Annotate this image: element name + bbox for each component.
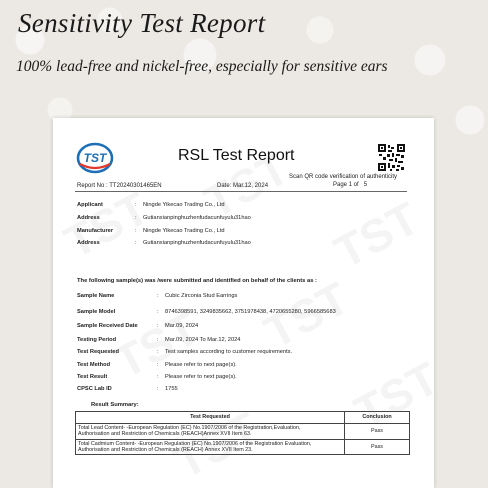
column-header-test: Test Requested	[76, 412, 345, 424]
sample-label: Test Requested	[77, 349, 119, 355]
sample-label: Test Method	[77, 362, 111, 368]
watermark	[255, 271, 357, 359]
separator: :	[157, 323, 159, 329]
test-text: Total Cadmium Content- -European Regulation (EC) No.1907/2006 of the Registration Evaluation,	[78, 440, 312, 447]
sample-value: 1755	[165, 386, 178, 392]
sample-label: Test Result	[77, 374, 108, 380]
table-header-row	[76, 412, 410, 424]
separator: :	[157, 293, 159, 299]
sample-value: Test samples according to customer requirements.	[165, 349, 293, 355]
separator: :	[157, 362, 159, 368]
qr-code-icon	[378, 144, 405, 171]
sample-label: Sample Name	[77, 293, 115, 299]
report-number: Report No : TT20240301465EN	[77, 183, 162, 189]
table-row	[76, 439, 410, 455]
page-indicator	[333, 182, 367, 188]
sample-value: Cubic Zirconia Stud Earrings	[165, 293, 238, 299]
separator: :	[157, 374, 159, 380]
watermark	[55, 181, 157, 269]
sample-value: Mar.09, 2024 To Mar.12, 2024	[165, 337, 241, 343]
party-value: Gutianxianpinghuzhenfudacunfuyulu31hao	[143, 240, 251, 246]
result-summary-label: Result Summary:	[91, 402, 139, 408]
sample-intro: The following sample(s) was /were submitted and identified on behalf of the clients as :	[77, 278, 317, 284]
report-title: RSL Test Report	[178, 147, 295, 164]
watermark	[325, 191, 427, 279]
party-value: Gutianxianpinghuzhenfudacunfuyulu31hao	[143, 215, 251, 221]
party-label: Applicant	[77, 202, 103, 208]
page-total: 5	[363, 182, 368, 188]
column-header-conclusion: Conclusion	[345, 412, 410, 424]
tst-logo-icon	[75, 142, 115, 174]
test-text: Authorisation and Restriction of Chemicals (REACH) Annex XVII Item 23.	[78, 446, 253, 453]
result-summary-table	[75, 411, 410, 455]
sample-value: Mar.09, 2024	[165, 323, 199, 329]
party-value: Ningde Yikecao Trading Co., Ltd	[143, 202, 225, 208]
party-label: Manufacturer	[77, 228, 114, 234]
sample-value: Please refer to next page(s).	[165, 362, 237, 368]
separator: :	[157, 337, 159, 343]
qr-verification-note: Scan QR code verification of authenticity	[289, 174, 398, 180]
sample-label: CPSC Lab ID	[77, 386, 112, 392]
page-headline: Sensitivity Test Report	[18, 8, 266, 38]
page-label: Page 1 of	[333, 182, 359, 188]
test-text: Authorisation and Restriction of Chemicals (REACH)Annex XVII Item 63.	[78, 431, 252, 438]
test-requested-cell	[76, 424, 345, 440]
sample-label: Testing Period	[77, 337, 117, 343]
sample-label: Sample Received Date	[77, 323, 138, 329]
report-document	[53, 118, 434, 488]
sample-label: Sample Model	[77, 309, 116, 315]
separator: :	[135, 202, 137, 208]
separator: :	[157, 309, 159, 315]
svg-text:TST: TST	[83, 151, 107, 165]
header-divider	[75, 191, 407, 192]
separator: :	[135, 215, 137, 221]
party-label: Address	[77, 215, 100, 221]
separator: :	[157, 386, 159, 392]
table-row	[76, 424, 410, 440]
separator: :	[135, 240, 137, 246]
conclusion-cell: Pass	[345, 424, 410, 440]
party-label: Address	[77, 240, 100, 246]
sample-value: Please refer to next page(s).	[165, 374, 237, 380]
test-text: Total Lead Content- -European Regulation (EC) No.1907/2006 of the Registration,Evaluation,	[78, 425, 301, 431]
test-requested-cell	[76, 439, 345, 455]
party-value: Ningde Yikecao Trading Co., Ltd	[143, 228, 225, 234]
conclusion-cell: Pass	[345, 439, 410, 455]
page-subheadline: 100% lead-free and nickel-free, especially for sensitive ears	[16, 58, 388, 75]
sample-value: 8746398591, 3249835662, 3751978438, 4720655280, 5966585683	[165, 309, 336, 315]
separator: :	[135, 228, 137, 234]
report-date: Date: Mar.12, 2024	[217, 183, 269, 189]
separator: :	[157, 349, 159, 355]
